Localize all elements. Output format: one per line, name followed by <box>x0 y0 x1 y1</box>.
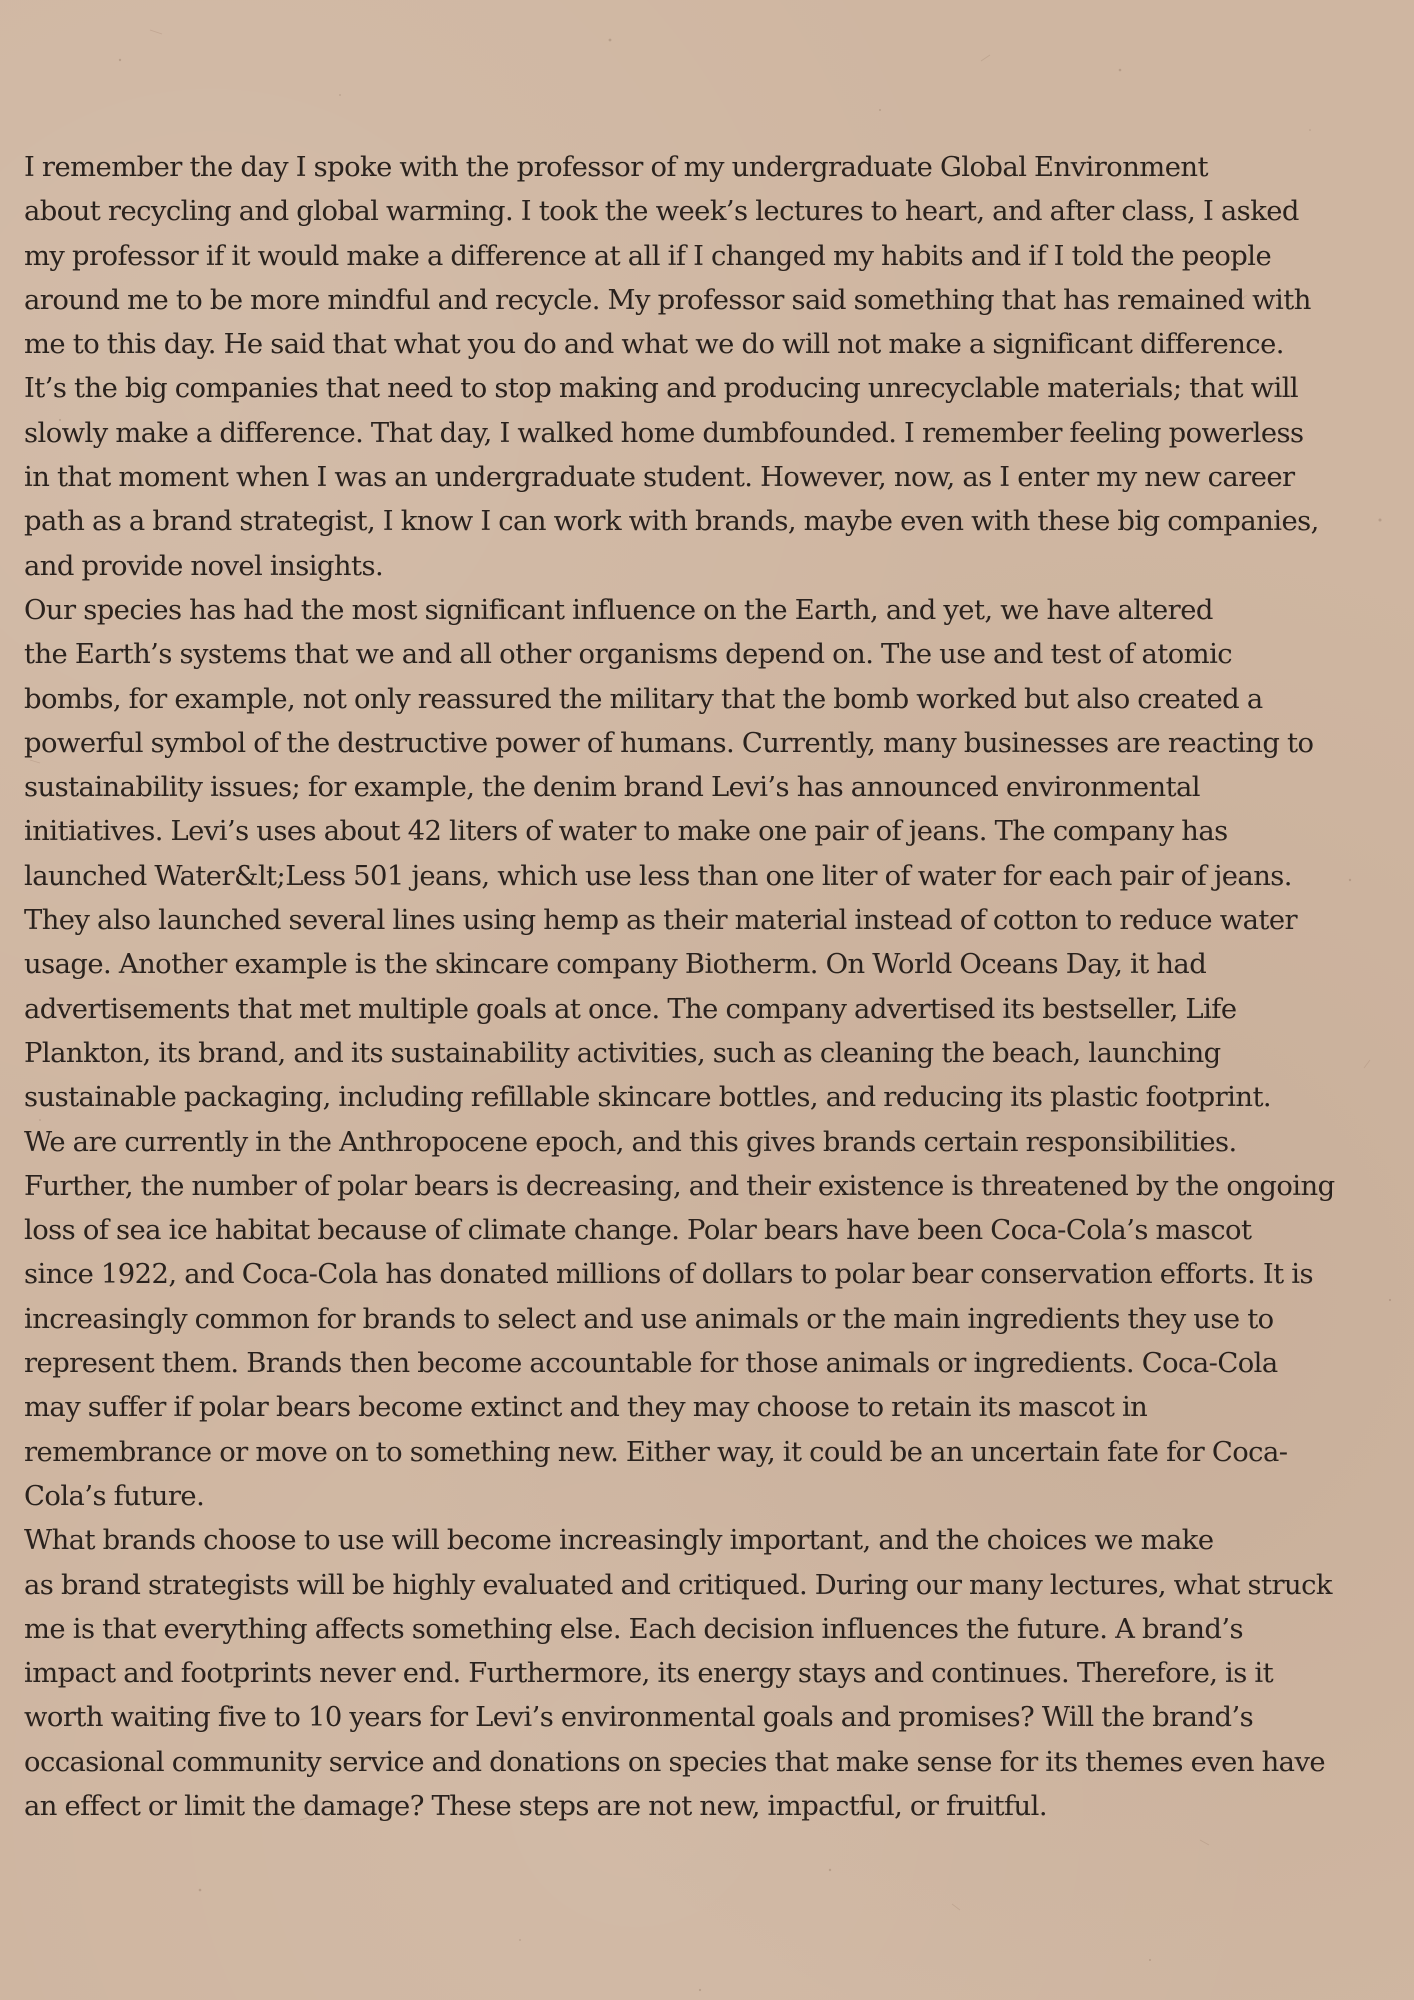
paragraph-4: What brands choose to use will become increasingly important, and the choices we make as brand strategists will be highly evaluated and critiqued. During our many lectures, what struck me is that everything affects something else. Each decision influences the future. A brand’s impact and footprints never end. Furthermore, its energy stays and continues. Therefore, is it worth waiting five to 10 years for Levi’s environmental goals and promises? Will the brand’s occasional community service and donations on species that make sense for its themes even have an effect or limit the damage? These steps are not new, impactful, or fruitful. <box>24 1525 1332 1822</box>
paragraph-2: Our species has had the most significant influence on the Earth, and yet, we have altered the Earth’s systems that we and all other organisms depend on. The use and test of atomic bombs, for example, not only reassured the military that the bomb worked but also created a powerful symbol of the destructive power of humans. Currently, many businesses are reacting to sustainability issues; for example, the denim brand Levi’s has announced environmental initiatives. Levi’s uses about 42 liters of water to make one pair of jeans. The company has launched Water&lt;Less 501 jeans, which use less than one liter of water for each pair of jeans. They also launched several lines using hemp as their material instead of cotton to reduce water usage. Another example is the skincare company Biotherm. On World Oceans Day, it had advertisements that met multiple goals at once. The company advertised its bestseller, Life Plankton, its brand, and its sustainability activities, such as cleaning the beach, launching sustainable packaging, including refillable skincare bottles, and reducing its plastic footprint. <box>24 594 1314 1114</box>
paragraph-3: We are currently in the Anthropocene epoch, and this gives brands certain responsibilities. Further, the number of polar bears is decreasing, and their existence is threatened by the ongoing loss of sea ice habitat because of climate change. Polar bears have been Coca-Cola’s mascot since 1922, and Coca-Cola has donated millions of dollars to polar bear conservation efforts. It is increasingly common for brands to select and use animals or the main ingredients they use to represent them. Brands then become accountable for those animals or ingredients. Coca-Cola may suffer if polar bears become extinct and they may choose to retain its mascot in remembrance or move on to something new. Either way, it could be an uncertain fate for Coca- Cola’s future. <box>24 1126 1335 1512</box>
document-body <box>24 146 1396 1829</box>
paragraph-1: I remember the day I spoke with the professor of my undergraduate Global Environment about recycling and global warming. I took the week’s lectures to heart, and after class, I asked my professor if it would make a difference at all if I changed my habits and if I told the people around me to be more mindful and recycle. My professor said something that has remained with me to this day. He said that what you do and what we do will not make a significant difference. It’s the big companies that need to stop making and producing unrecyclable materials; that will slowly make a difference. That day, I walked home dumbfounded. I remember feeling powerless in that moment when I was an undergraduate student. However, now, as I enter my new career path as a brand strategist, I know I can work with brands, maybe even with these big companies, and provide novel insights. <box>24 152 1319 582</box>
